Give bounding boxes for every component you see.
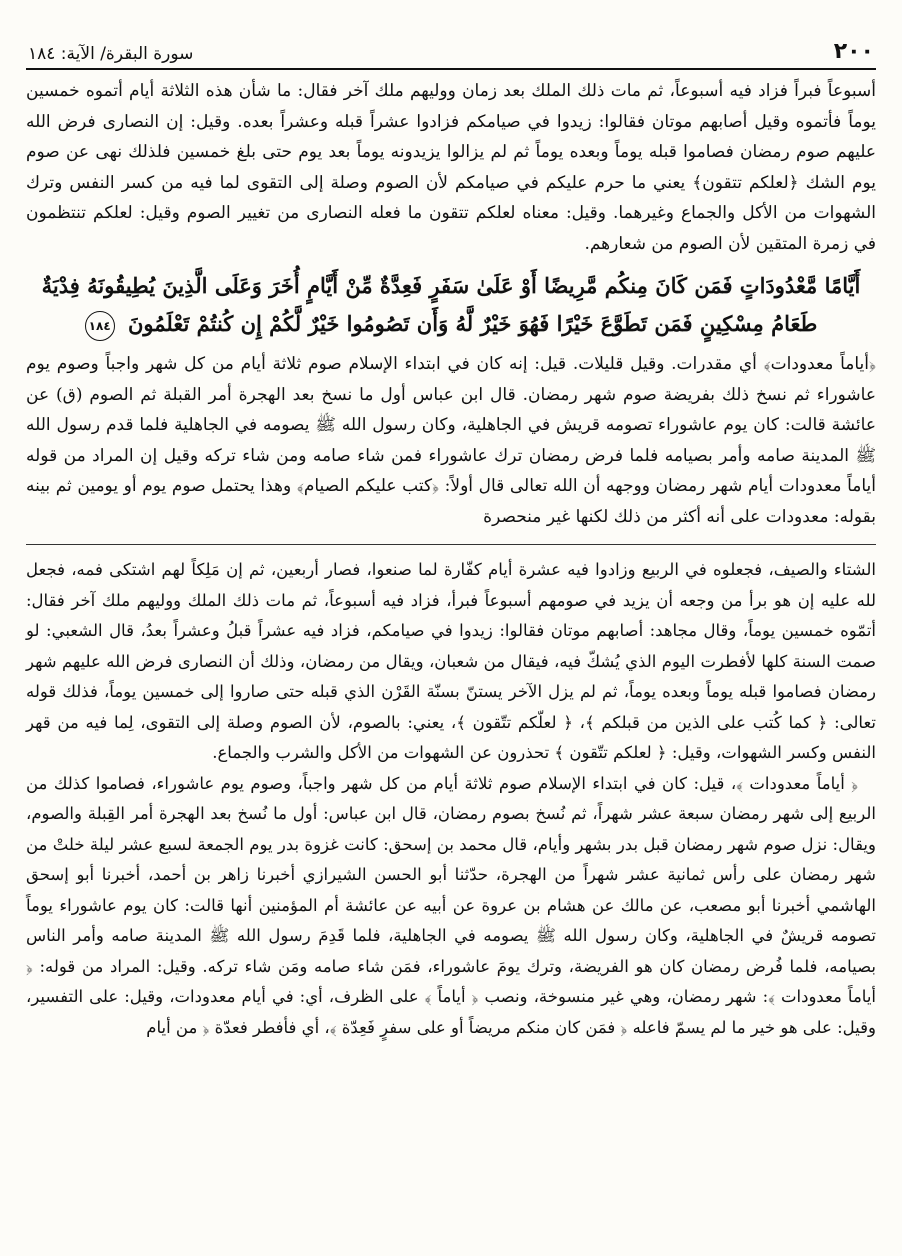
page-header — [26, 28, 876, 70]
upper-commentary — [26, 76, 876, 532]
page-number: ٢٠٠ — [833, 39, 874, 64]
upper-commentary-paragraph: ﴿أياماً معدودات﴾ أي مقدرات. وقيل قليلات. قيل: إنه كان في ابتداء الإسلام صوم ثلاثة أيام من كل شهر واجباً وصوم يوم عاشوراء ثم نسخ ذلك بفريضة صوم شهر رمضان. قال ابن عباس أول ما نسخ بعد الهجرة أمر القبلة ثم الصوم (ق) عن عائشة قالت: كان يوم عاشوراء تصومه قريش في الجاهلية، وكان رسول الله ﷺ يصومه في الجاهلية فلما قدم رسول الله ﷺ المدينة صامه وأمر بصيامه فلما فرض رمضان ترك عاشوراء فمن شاء صامه ومن شاء تركه وقيل إن المراد من قوله أياماً معدودات أيام شهر رمضان ووجهه أن الله تعالى قال أولاً: ﴿كتب عليكم الصيام﴾ وهذا يحتمل صوم يوم أو يومين ثم بينه بقوله: معدودات على أنه أكثر من ذلك لكنها غير منحصرة — [26, 354, 876, 527]
page — [26, 28, 876, 1043]
lower-paragraph-2: ﴿ أياماً معدودات ﴾، قيل: كان في ابتداء الإسلام صوم ثلاثة أيام من كل شهر واجباً، وصوم يوم عاشوراء، فصاموا كذلك من الربيع إلى شهر رمضان سبعة عشر شهراً، ثم نُسخ بصوم رمضان، قال ابن عباس: أول ما نُسخ بعد الهجرة أمر القِبلة والصوم، ويقال: نزل صوم شهر رمضان قبل بدر بشهر وأيام، قال محمد بن إسحق: كانت غزوة بدر يوم الجمعة لسبع عشر ليلة خلتْ من شهر رمضان على رأس ثمانية عشر شهراً من الهجرة، حدّثنا أبو الحسن الشيرازي أخبرنا زاهر بن أحمد، أخبرنا أبو إسحق الهاشمي أخبرنا أبو مصعب، عن مالك عن هشام بن عروة عن أبيه عن عائشة أم المؤمنين أنها قالت: كان يوم عاشوراء يوماً تصومه قريشٌ في الجاهلية، وكان رسول الله ﷺ يصومه في الجاهلية، فلما قَدِمَ رسول الله ﷺ المدينة صامه وأمر الناس بصيامه، فلما فُرض رمضان كان هو الفريضة، وترك يومَ عاشوراء، فمَن شاء صامه ومَن شاء تركه. وقيل: المراد من قوله: ﴿ أياماً معدودات ﴾: شهر رمضان، وهي غير منسوخة، ونصب ﴿ أياماً ﴾ على الظرف، أي: في أيام معدودات، وقيل: على التفسير، وقيل: على هو خير ما لم يسمّ فاعله ﴿ فمَن كان منكم مريضاً أو على سفرٍ فَعِدّة ﴾، أي فأفطر فعدّة ﴿ من أيام — [26, 773, 876, 1037]
lower-paragraph-1: الشتاء والصيف، فجعلوه في الربيع وزادوا فيه عشرة أيام كفّارة لما صنعوا، فصار أربعين، ثم إن مَلِكاً لهم اشتكى فمه، فجعل لله عليه إن هو برأ من وجعه أن يزيد في صومهم أسبوعاً فبرأ، فزاد فيه أسبوعاً، ثم مات ذلك الملك ووليهم ملك آخر فقال: أتمّوه خمسين يوماً، وقال مجاهد: أصابهم موتان فقالوا: زيدوا في صيامكم، فزاد فيه عشراً قبلُ وعشراً بعدُ، قال الشعبي: لو صمت السنة كلها لأفطرت اليوم الذي يُشكّ فيه، فيقال من شعبان، ويقال من رمضان، وذلك أن النصارى فرض الله عليهم شهر رمضان فصاموا قبله يوماً وبعده يوماً، ثم لم يزل الآخر يستنّ بسنّة القَرْن الذي قبله حتى صاروا إلى خمسين يوماً، فذلك قوله تعالى: ﴿ كما كُتب على الذين من قبلكم ﴾، ﴿ لعلّكم تتّقون ﴾، يعني: بالصوم، لأن الصوم وصلة إلى التقوى، لِما فيه من قهر النفس وكسر الشهوات، وقيل: ﴿ لعلكم تتّقون ﴾ تحذرون عن الشهوات من الأكل والشرب والجماع. — [26, 560, 876, 762]
surah-reference: سورة البقرة/ الآية: ١٨٤ — [28, 44, 194, 64]
section-divider — [26, 544, 876, 545]
quran-verse — [26, 265, 876, 345]
verse-number-marker: ١٨٤ — [85, 311, 115, 341]
quran-verse-text: أَيَّامًا مَّعْدُودَاتٍ فَمَن كَانَ مِنكُم مَّرِيضًا أَوْ عَلَىٰ سَفَرٍ فَعِدَّةٌ مِّنْ أَيَّامٍ أُخَرَ وَعَلَى الَّذِينَ يُطِيقُونَهُ فِدْيَةٌ طَعَامُ مِسْكِينٍ فَمَن تَطَوَّعَ خَيْرًا فَهُوَ خَيْرٌ لَّهُ وَأَن تَصُومُوا خَيْرٌ لَّكُمْ إِن كُنتُمْ تَعْلَمُونَ — [41, 273, 861, 336]
lower-commentary — [26, 555, 876, 1043]
upper-intro-paragraph: أسبوعاً فبراً فزاد فيه أسبوعاً، ثم مات ذلك الملك بعد زمان ووليهم ملك آخر فقال: ما شأن هذه الثلاثة أيام أتموه خمسين يوماً فأتموه وقيل أصابهم موتان فقالوا: زيدوا في صيامكم فزادوا عشراً قبله وعشراً بعده. وقيل: إن النصارى فرض الله عليهم صوم رمضان فصاموا قبله يوماً وبعده يوماً ثم لم يزالوا يزيدونه يوماً بعد يوم حتى بلغ خمسين فلذلك نهى عن صوم يوم الشك ﴿لعلكم تتقون﴾ يعني ما حرم عليكم في صيامكم لأن الصوم وصلة إلى التقوى لما فيه من كسر النفس وترك الشهوات من الأكل والجماع وغيرهما. وقيل: معناه لعلكم تتقون ما فعله النصارى من تغيير الصوم وقيل: لعلكم تنتظمون في زمرة المتقين لأن الصوم من شعارهم. — [26, 81, 876, 254]
